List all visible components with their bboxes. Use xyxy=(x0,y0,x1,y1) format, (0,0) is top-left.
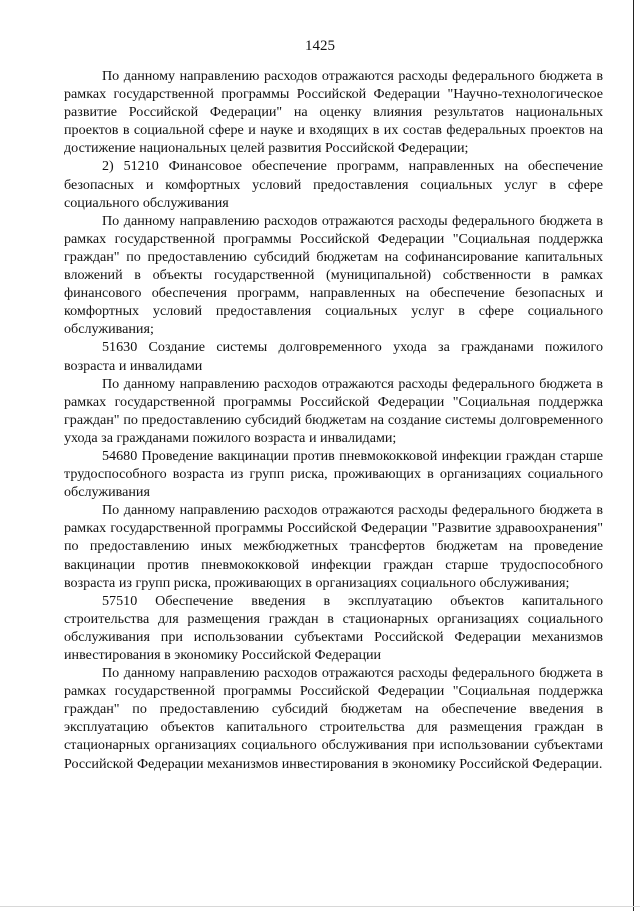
document-body xyxy=(64,67,603,773)
scan-right-edge xyxy=(633,0,634,911)
paragraph-5: По данному направлению расходов отражаются расходы федерального бюджета в рамках государственной программы Российской Федерации "Социальная поддержка граждан" по предоставлению субсидий бюджетам на создание системы долговременного ухода за гражданами пожилого возраста и инвалидами; xyxy=(64,375,603,446)
paragraph-3: По данному направлению расходов отражаются расходы федерального бюджета в рамках государственной программы Российской Федерации "Социальная поддержка граждан" по предоставлению субсидий бюджетам на софинансирование капитальных вложений в объекты государственной (муниципальной) собственности в рамках финансового обеспечения программ, направленных на обеспечение безопасных и комфортных условий предоставления социальных услуг в сфере социального обслуживания; xyxy=(64,212,603,338)
paragraph-2: 2) 51210 Финансовое обеспечение программ, направленных на обеспечение безопасных и комфортных условий предоставления социальных услуг в сфере социального обслуживания xyxy=(64,158,603,211)
page-number: 1425 xyxy=(305,38,335,54)
paragraph-7: По данному направлению расходов отражаются расходы федерального бюджета в рамках государственной программы Российской Федерации "Развитие здравоохранения" по предоставлению иных межбюджетных трансфертов бюджетам на проведение вакцинации против пневмококковой инфекции граждан старше трудоспособного возраста из групп риска, проживающих в организациях социального обслуживания; xyxy=(64,502,603,591)
paragraph-6: 54680 Проведение вакцинации против пневмококковой инфекции граждан старше трудоспособного возраста из групп риска, проживающих в организациях социального обслуживания xyxy=(64,447,603,501)
paragraph-9: По данному направлению расходов отражаются расходы федерального бюджета в рамках государственной программы Российской Федерации "Социальная поддержка граждан" по предоставлению субсидий бюджетам на обеспечение введения в эксплуатацию объектов капитального строительства для размещения граждан в стационарных организациях социального обслуживания при использовании субъектами Российской Федерации механизмов инвестирования в экономику Российской Федерации. xyxy=(64,665,603,772)
paragraph-8: 57510 Обеспечение введения в эксплуатацию объектов капитального строительства для размещения граждан в стационарных организациях социального обслуживания при использовании субъектами Российской Федерации механизмов инвестирования в экономику Российской Федерации xyxy=(64,592,603,663)
paragraph-1: По данному направлению расходов отражаются расходы федерального бюджета в рамках государственной программы Российской Федерации "Научно-технологическое развитие Российской Федерации" на оценку влияния результатов национальных проектов в социальной сфере и науке и входящих в их состав федеральных проектов на достижение национальных целей развития Российской Федерации; xyxy=(64,68,603,157)
scan-bottom-edge xyxy=(0,906,640,907)
paragraph-4: 51630 Создание системы долговременного ухода за гражданами пожилого возраста и инвалидами xyxy=(64,339,603,374)
